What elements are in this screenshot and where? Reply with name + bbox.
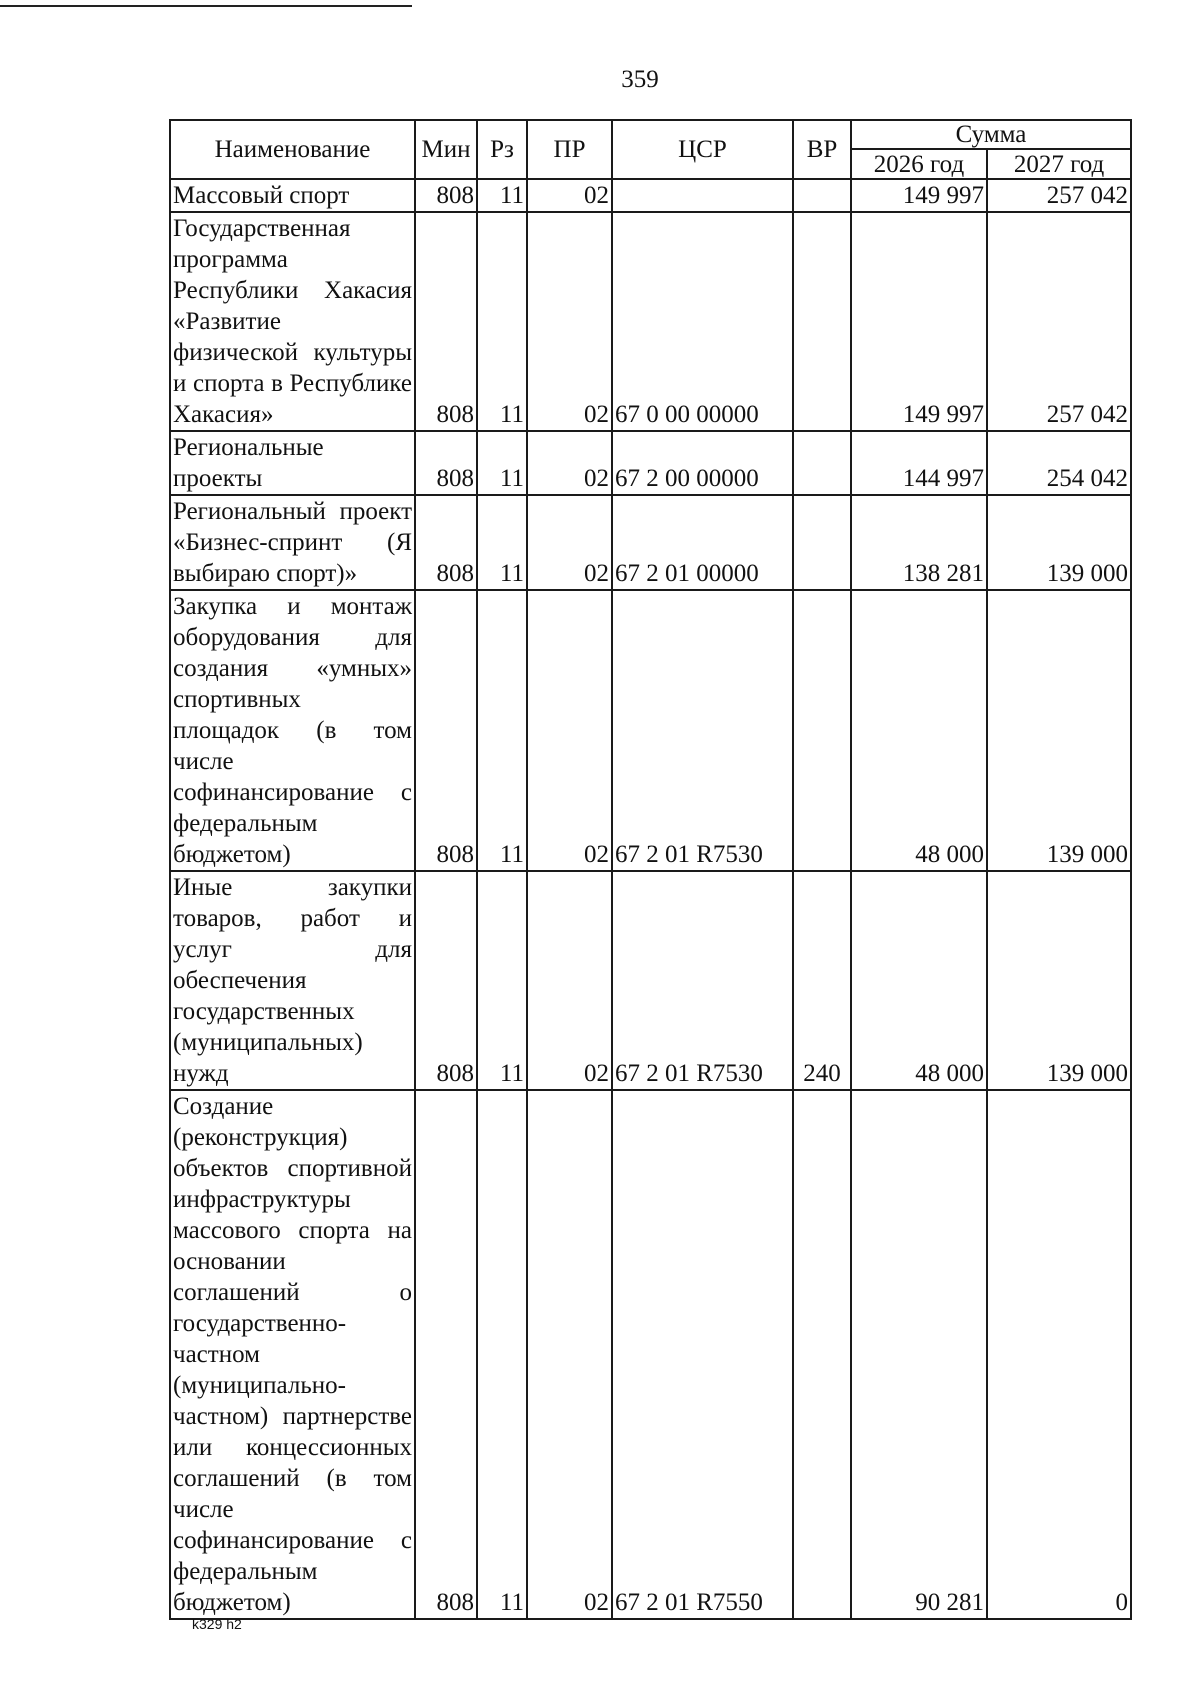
table-row xyxy=(170,495,1131,590)
row-min: 808 xyxy=(415,1090,477,1619)
row-pr: 02 xyxy=(527,212,612,431)
row-sum-2026: 149 997 xyxy=(851,179,987,212)
row-csr: 67 2 01 00000 xyxy=(612,495,793,590)
row-min: 808 xyxy=(415,212,477,431)
row-vr xyxy=(793,431,851,495)
row-name: Закупка и монтаж оборудования для создания «умных» спортивных площадок (в том числе софинансирование с федеральным бюджетом) xyxy=(170,590,415,871)
row-csr: 67 2 01 R7530 xyxy=(612,871,793,1090)
table-row xyxy=(170,179,1131,212)
header-rz: Рз xyxy=(477,120,527,179)
row-name: Иные закупки товаров, работ и услуг для обеспечения государственных (муниципальных) нужд xyxy=(170,871,415,1090)
row-name: Региональный проект «Бизнес-спринт (Я выбираю спорт)» xyxy=(170,495,415,590)
row-pr: 02 xyxy=(527,590,612,871)
row-pr: 02 xyxy=(527,495,612,590)
table-row xyxy=(170,1090,1131,1619)
row-sum-2026: 48 000 xyxy=(851,871,987,1090)
row-min: 808 xyxy=(415,179,477,212)
row-sum-2026: 144 997 xyxy=(851,431,987,495)
row-pr: 02 xyxy=(527,179,612,212)
table-row xyxy=(170,212,1131,431)
table-row xyxy=(170,590,1131,871)
row-sum-2026: 149 997 xyxy=(851,212,987,431)
row-rz: 11 xyxy=(477,590,527,871)
top-rule xyxy=(0,5,412,7)
header-vr: ВР xyxy=(793,120,851,179)
row-pr: 02 xyxy=(527,431,612,495)
page-number: 359 xyxy=(621,66,659,93)
row-min: 808 xyxy=(415,871,477,1090)
table-row xyxy=(170,431,1131,495)
row-rz: 11 xyxy=(477,431,527,495)
header-sum: Сумма xyxy=(851,120,1131,149)
row-rz: 11 xyxy=(477,871,527,1090)
row-vr xyxy=(793,495,851,590)
header-year-2027: 2027 год xyxy=(987,149,1131,179)
row-sum-2027: 139 000 xyxy=(987,590,1131,871)
row-sum-2027: 139 000 xyxy=(987,871,1131,1090)
row-name: Массовый спорт xyxy=(170,179,415,212)
header-csr: ЦСР xyxy=(612,120,793,179)
row-name: Создание (реконструкция) объектов спортивной инфраструктуры массового спорта на основании соглашений о государственно-частном (муниципально-частном) партнерстве или концессионных соглашений (в том числе софинансирование с федеральным бюджетом) xyxy=(170,1090,415,1619)
row-sum-2026: 138 281 xyxy=(851,495,987,590)
row-pr: 02 xyxy=(527,1090,612,1619)
row-sum-2027: 254 042 xyxy=(987,431,1131,495)
header-year-2026: 2026 год xyxy=(851,149,987,179)
row-rz: 11 xyxy=(477,212,527,431)
row-min: 808 xyxy=(415,495,477,590)
row-pr: 02 xyxy=(527,871,612,1090)
row-rz: 11 xyxy=(477,1090,527,1619)
row-csr: 67 2 00 00000 xyxy=(612,431,793,495)
row-sum-2027: 139 000 xyxy=(987,495,1131,590)
row-min: 808 xyxy=(415,431,477,495)
header-min: Мин xyxy=(415,120,477,179)
row-vr xyxy=(793,212,851,431)
row-vr xyxy=(793,1090,851,1619)
row-rz: 11 xyxy=(477,495,527,590)
row-sum-2027: 257 042 xyxy=(987,212,1131,431)
row-name: Региональные проекты xyxy=(170,431,415,495)
row-vr xyxy=(793,179,851,212)
row-csr: 67 2 01 R7550 xyxy=(612,1090,793,1619)
row-vr xyxy=(793,590,851,871)
row-min: 808 xyxy=(415,590,477,871)
budget-table xyxy=(169,119,1132,1620)
row-rz: 11 xyxy=(477,179,527,212)
row-csr: 67 0 00 00000 xyxy=(612,212,793,431)
row-vr: 240 xyxy=(793,871,851,1090)
header-pr: ПР xyxy=(527,120,612,179)
row-sum-2026: 48 000 xyxy=(851,590,987,871)
row-sum-2027: 257 042 xyxy=(987,179,1131,212)
row-sum-2026: 90 281 xyxy=(851,1090,987,1619)
footer-code: k329 h2 xyxy=(192,1616,242,1632)
row-name: Государственная программа Республики Хакасия «Развитие физической культуры и спорта в Республике Хакасия» xyxy=(170,212,415,431)
row-sum-2027: 0 xyxy=(987,1090,1131,1619)
table-row xyxy=(170,871,1131,1090)
row-csr: 67 2 01 R7530 xyxy=(612,590,793,871)
header-name: Наименование xyxy=(170,120,415,179)
row-csr xyxy=(612,179,793,212)
